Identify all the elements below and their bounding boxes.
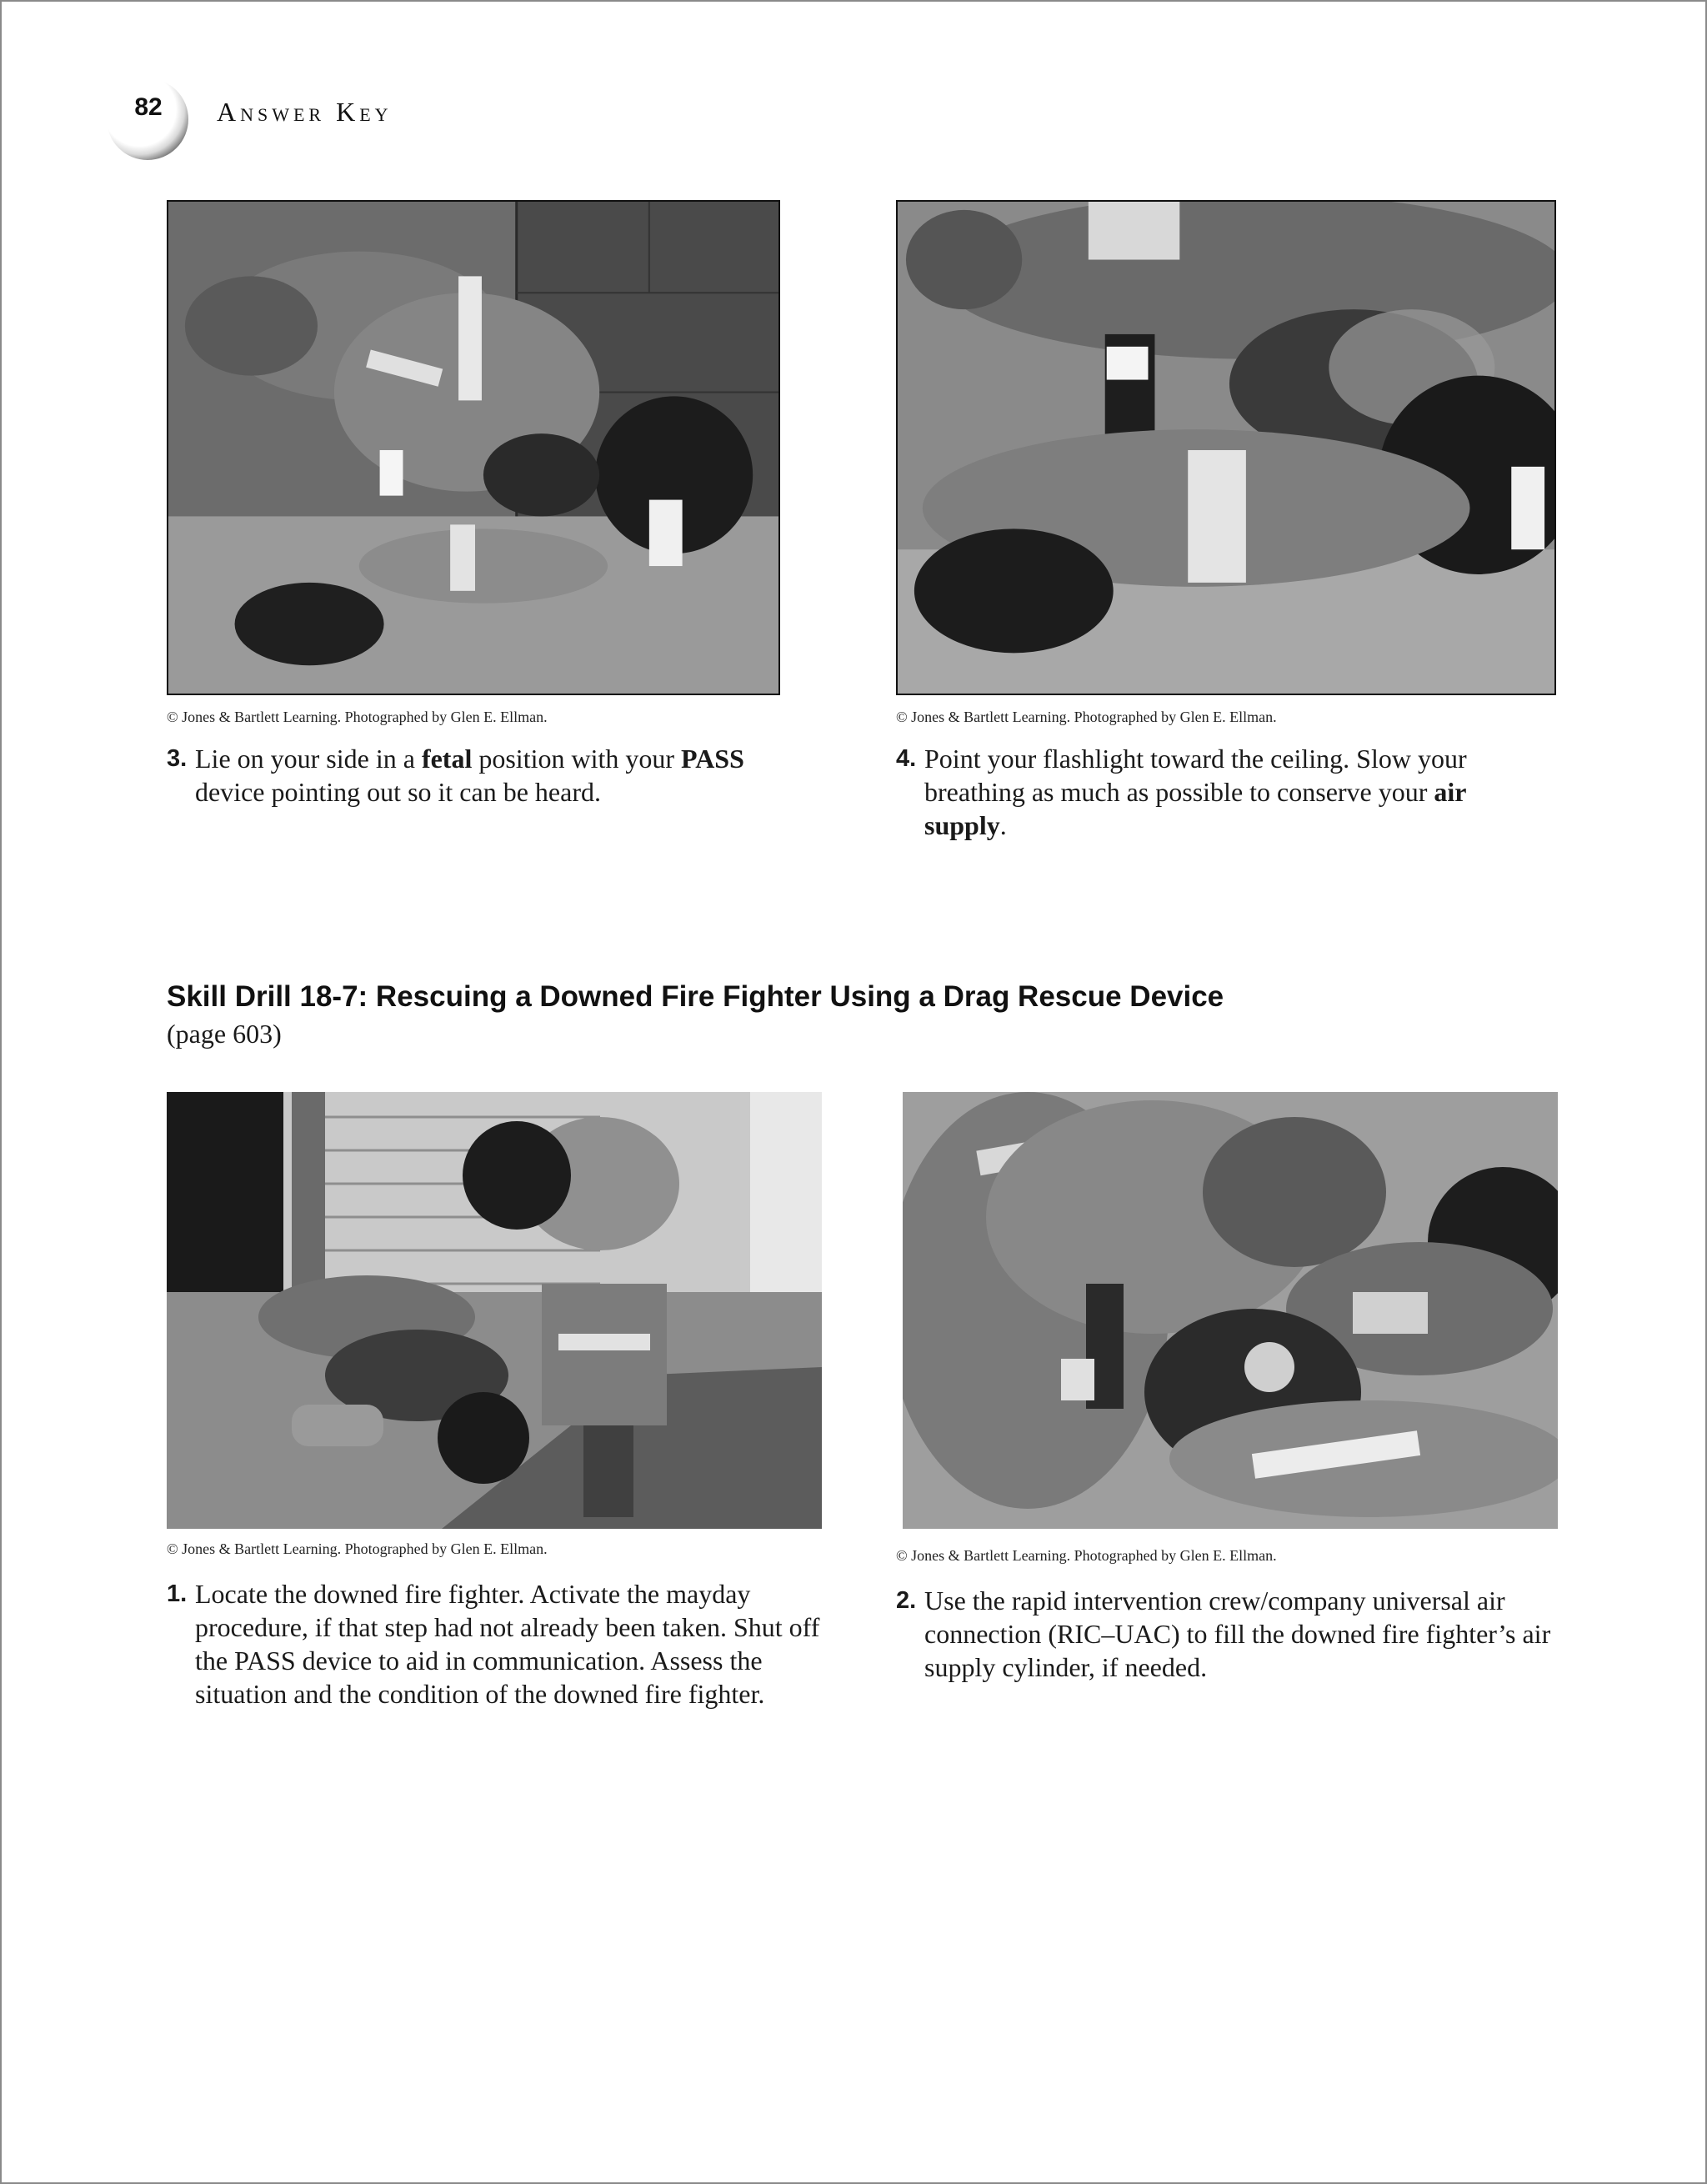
step-text: device pointing out so it can be heard.: [195, 777, 601, 807]
step-text: position with your: [472, 744, 682, 774]
step-text: Point your flashlight toward the ceiling. Slow your breathing as much as possible to conserve your: [924, 744, 1467, 807]
drill-step-2-text: [896, 1584, 1563, 1684]
step-number: 4.: [896, 745, 917, 772]
photo-credit: © Jones & Bartlett Learning. Photographed by Glen E. Ellman.: [167, 709, 548, 725]
page-number: 82: [134, 93, 163, 121]
step-4-text: [896, 742, 1529, 842]
step-text: .: [999, 810, 1007, 840]
step-3-text: [167, 742, 783, 809]
step-text: Use the rapid intervention crew/company universal air connection (RIC–UAC) to fill the downed fire fighter’s air supply cylinder, if needed.: [924, 1585, 1551, 1682]
photo-drill-step-1: [167, 1092, 822, 1529]
photo-credit: © Jones & Bartlett Learning. Photographed by Glen E. Ellman.: [896, 1547, 1277, 1564]
photo-credit: © Jones & Bartlett Learning. Photographed by Glen E. Ellman.: [896, 709, 1277, 725]
running-head: Answer Key: [217, 97, 393, 127]
photo-step-3: [167, 200, 780, 695]
step-number: 2.: [896, 1587, 917, 1614]
photo-step-4: [896, 200, 1556, 695]
skill-drill-title: Skill Drill 18-7: Rescuing a Downed Fire Fighter Using a Drag Rescue Device: [167, 980, 1224, 1013]
drill-step-1-text: [167, 1577, 850, 1711]
step-number: 3.: [167, 745, 188, 772]
photo-credit: © Jones & Bartlett Learning. Photographed by Glen E. Ellman.: [167, 1540, 548, 1557]
key-term: PASS: [681, 744, 744, 774]
step-text: Lie on your side in a: [195, 744, 422, 774]
photo-drill-step-2: [903, 1092, 1558, 1529]
step-number: 1.: [167, 1580, 188, 1607]
skill-drill-page-ref: (page 603): [167, 1019, 282, 1049]
key-term: air supply: [924, 777, 1466, 840]
step-text: Locate the downed fire fighter. Activate the mayday procedure, if that step had not already been taken. Shut off the PASS device to aid in communication. Assess the situation and the condition of the downed fire fighter.: [195, 1579, 820, 1709]
key-term: fetal: [421, 744, 473, 774]
